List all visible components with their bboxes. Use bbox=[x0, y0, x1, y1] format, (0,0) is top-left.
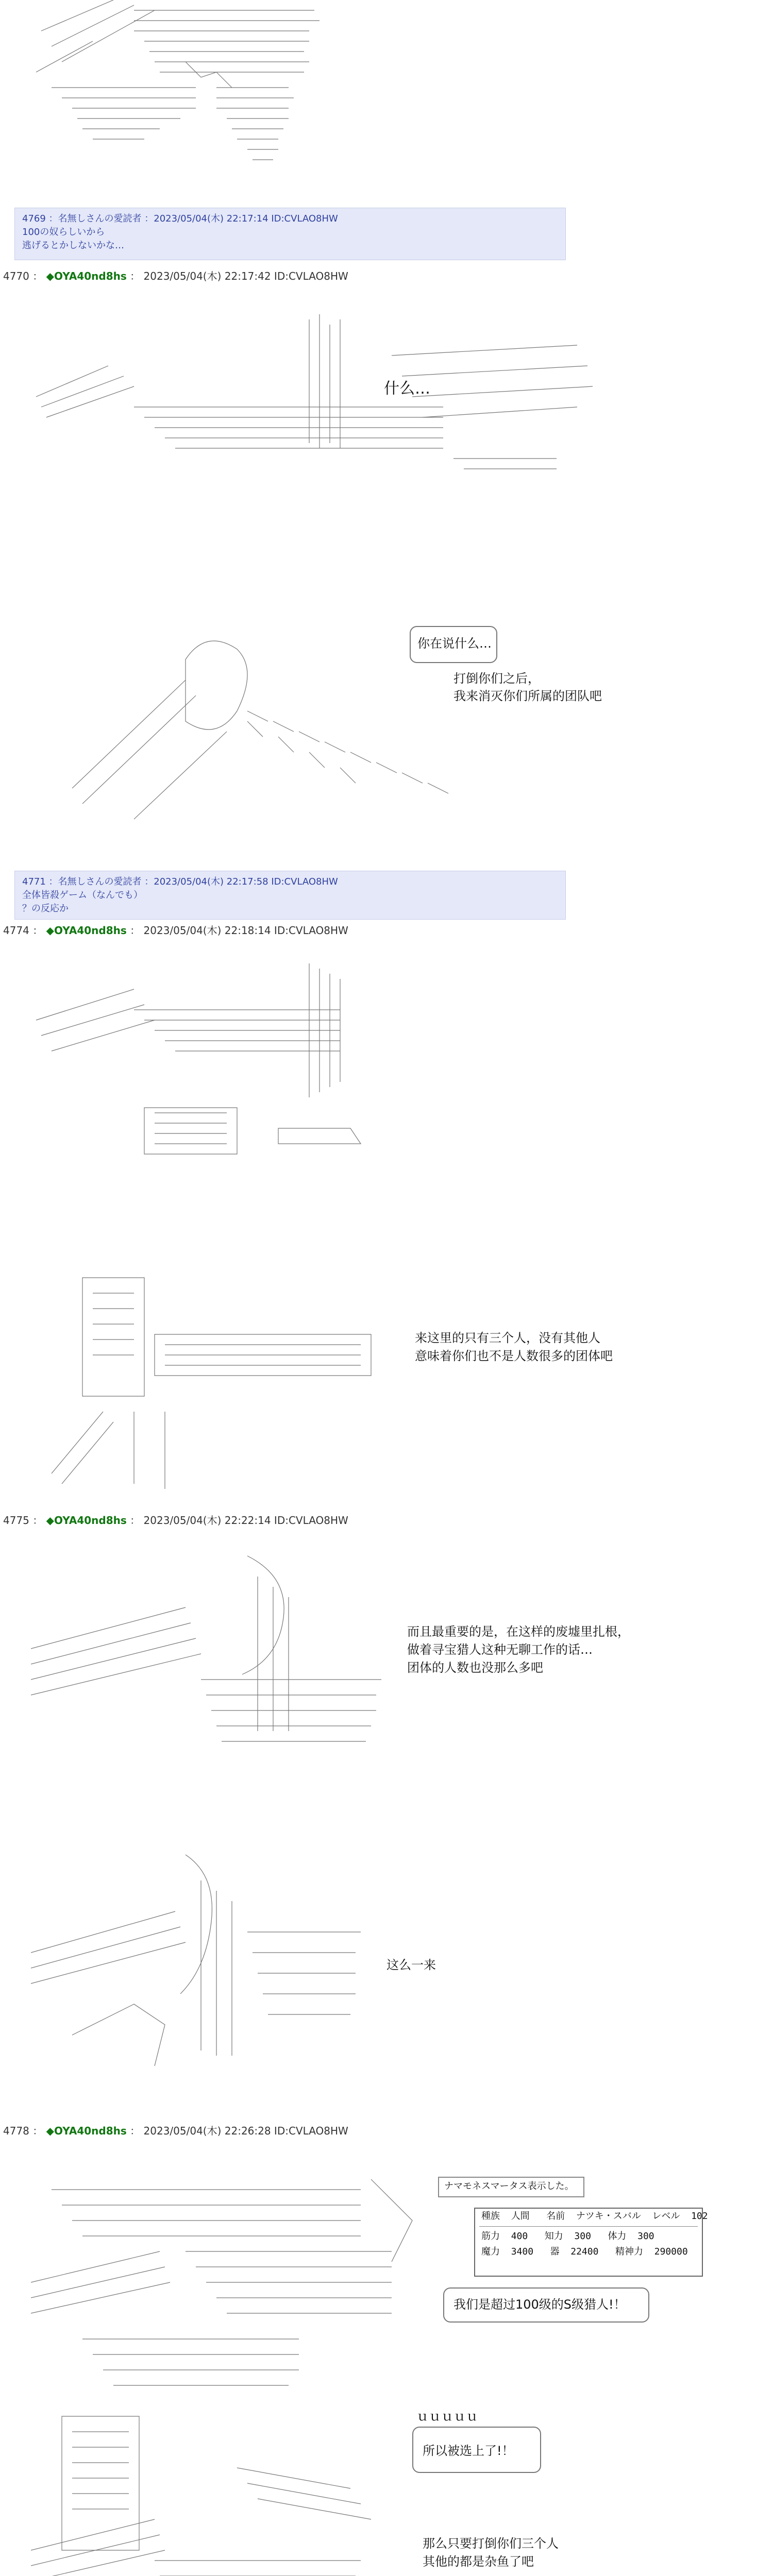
stat-label: 器 bbox=[550, 2246, 560, 2257]
post-number[interactable]: 4778 bbox=[3, 2125, 29, 2137]
dialogue-you-say: 你在说什么… bbox=[417, 636, 492, 651]
dialogue-so-knew: 所以被选上了!！ bbox=[423, 2444, 514, 2458]
post-number[interactable]: 4770 bbox=[3, 270, 29, 282]
post-meta: 2023/05/04(木) 22:22:14 ID:CVLAO8HW bbox=[143, 1514, 348, 1527]
stat-value: ナツキ・スバル bbox=[576, 2211, 641, 2222]
stat-value: 300 bbox=[574, 2231, 591, 2242]
dialogue-defeat-2: 我来消灭你们所属的团队吧 bbox=[453, 689, 602, 703]
poster-name: ◆OYA40nd8hs bbox=[46, 1514, 127, 1527]
stat-value: 300 bbox=[637, 2231, 654, 2242]
post-meta: 2023/05/04(木) 22:18:14 ID:CVLAO8HW bbox=[143, 924, 348, 937]
stat-label: レベル bbox=[652, 2211, 680, 2222]
dialogue-important-3: 团体的人数也没那么多吧 bbox=[407, 1660, 543, 1675]
dialogue-what: 什么… bbox=[384, 380, 430, 398]
stat-value: 400 bbox=[511, 2231, 528, 2242]
poster-name: ◆OYA40nd8hs bbox=[46, 2125, 127, 2137]
dialogue-defeat-1: 打倒你们之后， bbox=[453, 671, 540, 686]
stat-value: 102 bbox=[691, 2211, 708, 2222]
post-meta: 2023/05/04(木) 22:26:28 ID:CVLAO8HW bbox=[143, 2125, 348, 2137]
status-panel bbox=[474, 2208, 708, 2277]
quote-box-1 bbox=[14, 208, 566, 260]
stat-label: 種族 bbox=[481, 2211, 500, 2222]
stat-label: 名前 bbox=[546, 2211, 565, 2222]
quote-line: ？の反応か bbox=[22, 903, 69, 914]
stat-value: 22400 bbox=[570, 2246, 599, 2257]
quote-line: 全体皆殺ゲーム（なんでも） bbox=[22, 890, 143, 901]
ascii-art-panel-5 bbox=[31, 1257, 392, 1499]
post-header: 4770 ： ◆OYA40nd8hs ： 2023/05/04(木) 22:17:42 ID:CVLAO8HW bbox=[3, 270, 348, 282]
stat-label: 筋力 bbox=[481, 2231, 500, 2242]
stat-label: 精神力 bbox=[615, 2246, 643, 2257]
dialogue-important-1: 而且最重要的是，在这样的废墟里扎根， bbox=[407, 1624, 630, 1639]
post-number[interactable]: 4774 bbox=[3, 924, 29, 937]
poster-name: ◆OYA40nd8hs bbox=[46, 270, 127, 282]
post-meta: 2023/05/04(木) 22:17:42 ID:CVLAO8HW bbox=[143, 270, 348, 282]
dialogue-shock-top: ｕｕｕｕｕ bbox=[416, 2409, 478, 2424]
ascii-art-panel-2 bbox=[31, 304, 598, 474]
quote-line: 逃げるとかしないかな… bbox=[22, 240, 124, 251]
quote-line: 100の奴らしいから bbox=[22, 227, 105, 238]
dialogue-so-defeat-1: 那么只要打倒你们三个人 bbox=[423, 2536, 559, 2551]
status-row bbox=[475, 2244, 702, 2260]
poster-name: ◆OYA40nd8hs bbox=[46, 924, 127, 937]
ascii-art-panel-1 bbox=[31, 0, 340, 170]
dialogue-if-so: 这么一来 bbox=[386, 1958, 436, 1972]
post-header: 4774 ： ◆OYA40nd8hs ： 2023/05/04(木) 22:18:14 ID:CVLAO8HW bbox=[3, 924, 348, 937]
status-header-row bbox=[475, 2209, 708, 2224]
ascii-art-panel-6 bbox=[31, 1546, 402, 1762]
dialogue-we-are: 我们是超过100级的S级猎人!！ bbox=[453, 2297, 626, 2312]
stat-value: 290000 bbox=[654, 2246, 688, 2257]
ascii-art-panel-9 bbox=[31, 2406, 392, 2576]
post-header: 4775 ： ◆OYA40nd8hs ： 2023/05/04(木) 22:22:14 ID:CVLAO8HW bbox=[3, 1514, 348, 1527]
quote-line: 4771 ：名無しさんの愛読者 ：2023/05/04(木) 22:17:58 ID:CVLAO8HW bbox=[22, 876, 338, 887]
stat-label: 体力 bbox=[608, 2231, 627, 2242]
status-title: ナマモネスマータス表示した。 bbox=[438, 2177, 584, 2197]
stat-label: 知力 bbox=[544, 2231, 563, 2242]
post-header: 4778 ： ◆OYA40nd8hs ： 2023/05/04(木) 22:26:28 ID:CVLAO8HW bbox=[3, 2125, 348, 2137]
quote-line: 4769 ：名無しさんの愛読者 ：2023/05/04(木) 22:17:14 ID:CVLAO8HW bbox=[22, 213, 338, 224]
dialogue-so-defeat-2: 其他的都是杂鱼了吧 bbox=[423, 2554, 534, 2569]
dialogue-only-three-2: 意味着你们也不是人数很多的团体吧 bbox=[415, 1349, 613, 1363]
stat-value: 人間 bbox=[511, 2211, 530, 2222]
ascii-art-panel-8 bbox=[31, 2169, 423, 2401]
quote-box-2 bbox=[14, 871, 566, 920]
dialogue-important-2: 做着寻宝猎人这种无聊工作的话… bbox=[407, 1642, 593, 1657]
post-number[interactable]: 4775 bbox=[3, 1514, 29, 1527]
stat-value: 3400 bbox=[511, 2246, 534, 2257]
ascii-art-panel-4 bbox=[31, 958, 495, 1190]
stat-label: 魔力 bbox=[481, 2246, 500, 2257]
ascii-art-panel-7 bbox=[31, 1850, 371, 2081]
status-row bbox=[475, 2229, 702, 2244]
dialogue-only-three-1: 来这里的只有三个人，没有其他人 bbox=[415, 1331, 600, 1345]
